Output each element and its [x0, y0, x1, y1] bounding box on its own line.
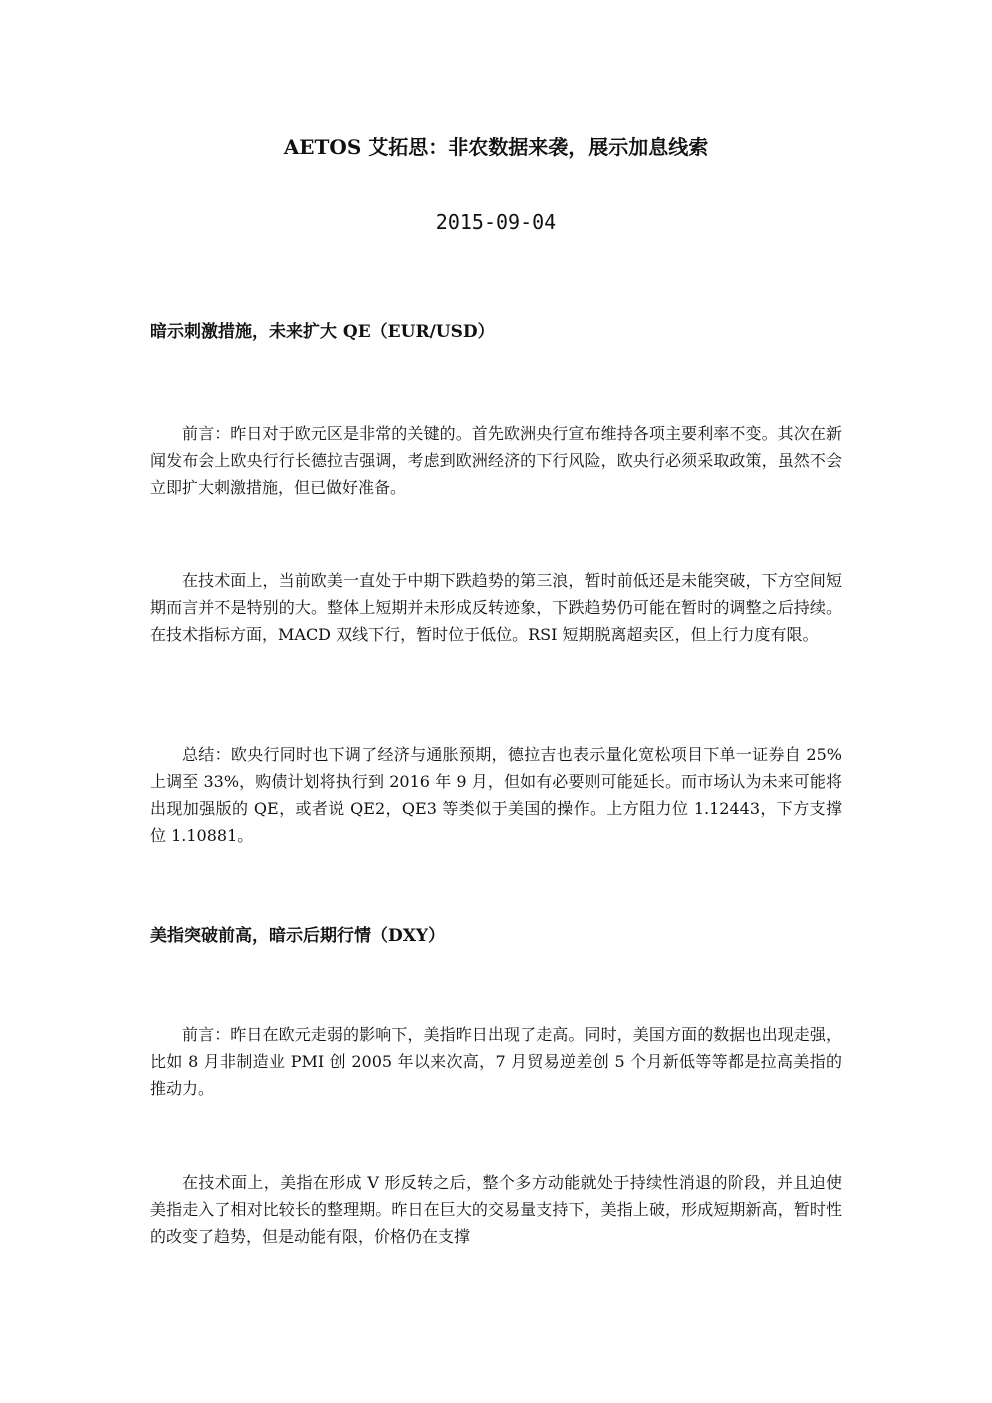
document-date: 2015-09-04 [435, 210, 557, 234]
paragraph-eurusd-summary: 总结：欧央行同时也下调了经济与通胀预期，德拉吉也表示量化宽松项目下单一证券自 25%上调至 33%，购债计划将执行到 2016 年 9 月，但如有必要则可能延长。而市场认为未来可能将出现加强版的 QE，或者说 QE2，QE3 等类似于美国的操作。上方阻力位 1.12443，下方支撑位 1.10881。 [150, 745, 842, 845]
paragraph-eurusd-intro: 前言：昨日对于欧元区是非常的关键的。首先欧洲央行宣布维持各项主要利率不变。其次在新闻发布会上欧央行行长德拉吉强调，考虑到欧洲经济的下行风险，欧央行必须采取政策，虽然不会立即扩大刺激措施，但已做好准备。 [150, 424, 842, 497]
section-heading-dxy: 美指突破前高，暗示后期行情（DXY） [150, 926, 446, 946]
document-title: AETOS 艾拓思：非农数据来袭，展示加息线索 [283, 135, 709, 159]
paragraph-eurusd-technical: 在技术面上，当前欧美一直处于中期下跌趋势的第三浪，暂时前低还是未能突破，下方空间短期而言并不是特别的大。整体上短期并未形成反转迹象，下跌趋势仍可能在暂时的调整之后持续。在技术指标方面，MACD 双线下行，暂时位于低位。RSI 短期脱离超卖区，但上行力度有限。 [150, 571, 842, 644]
paragraph-dxy-technical: 在技术面上，美指在形成 V 形反转之后，整个多方动能就处于持续性消退的阶段，并且迫使美指走入了相对比较长的整理期。昨日在巨大的交易量支持下，美指上破，形成短期新高，暂时性的改变了趋势，但是动能有限，价格仍在支撑 [150, 1173, 842, 1246]
paragraph-dxy-intro: 前言：昨日在欧元走弱的影响下，美指昨日出现了走高。同时，美国方面的数据也出现走强，比如 8 月非制造业 PMI 创 2005 年以来次高，7 月贸易逆差创 5 个月新低等等都是拉高美指的推动力。 [150, 1025, 842, 1098]
section-heading-eurusd: 暗示刺激措施，未来扩大 QE（EUR/USD） [150, 322, 495, 342]
